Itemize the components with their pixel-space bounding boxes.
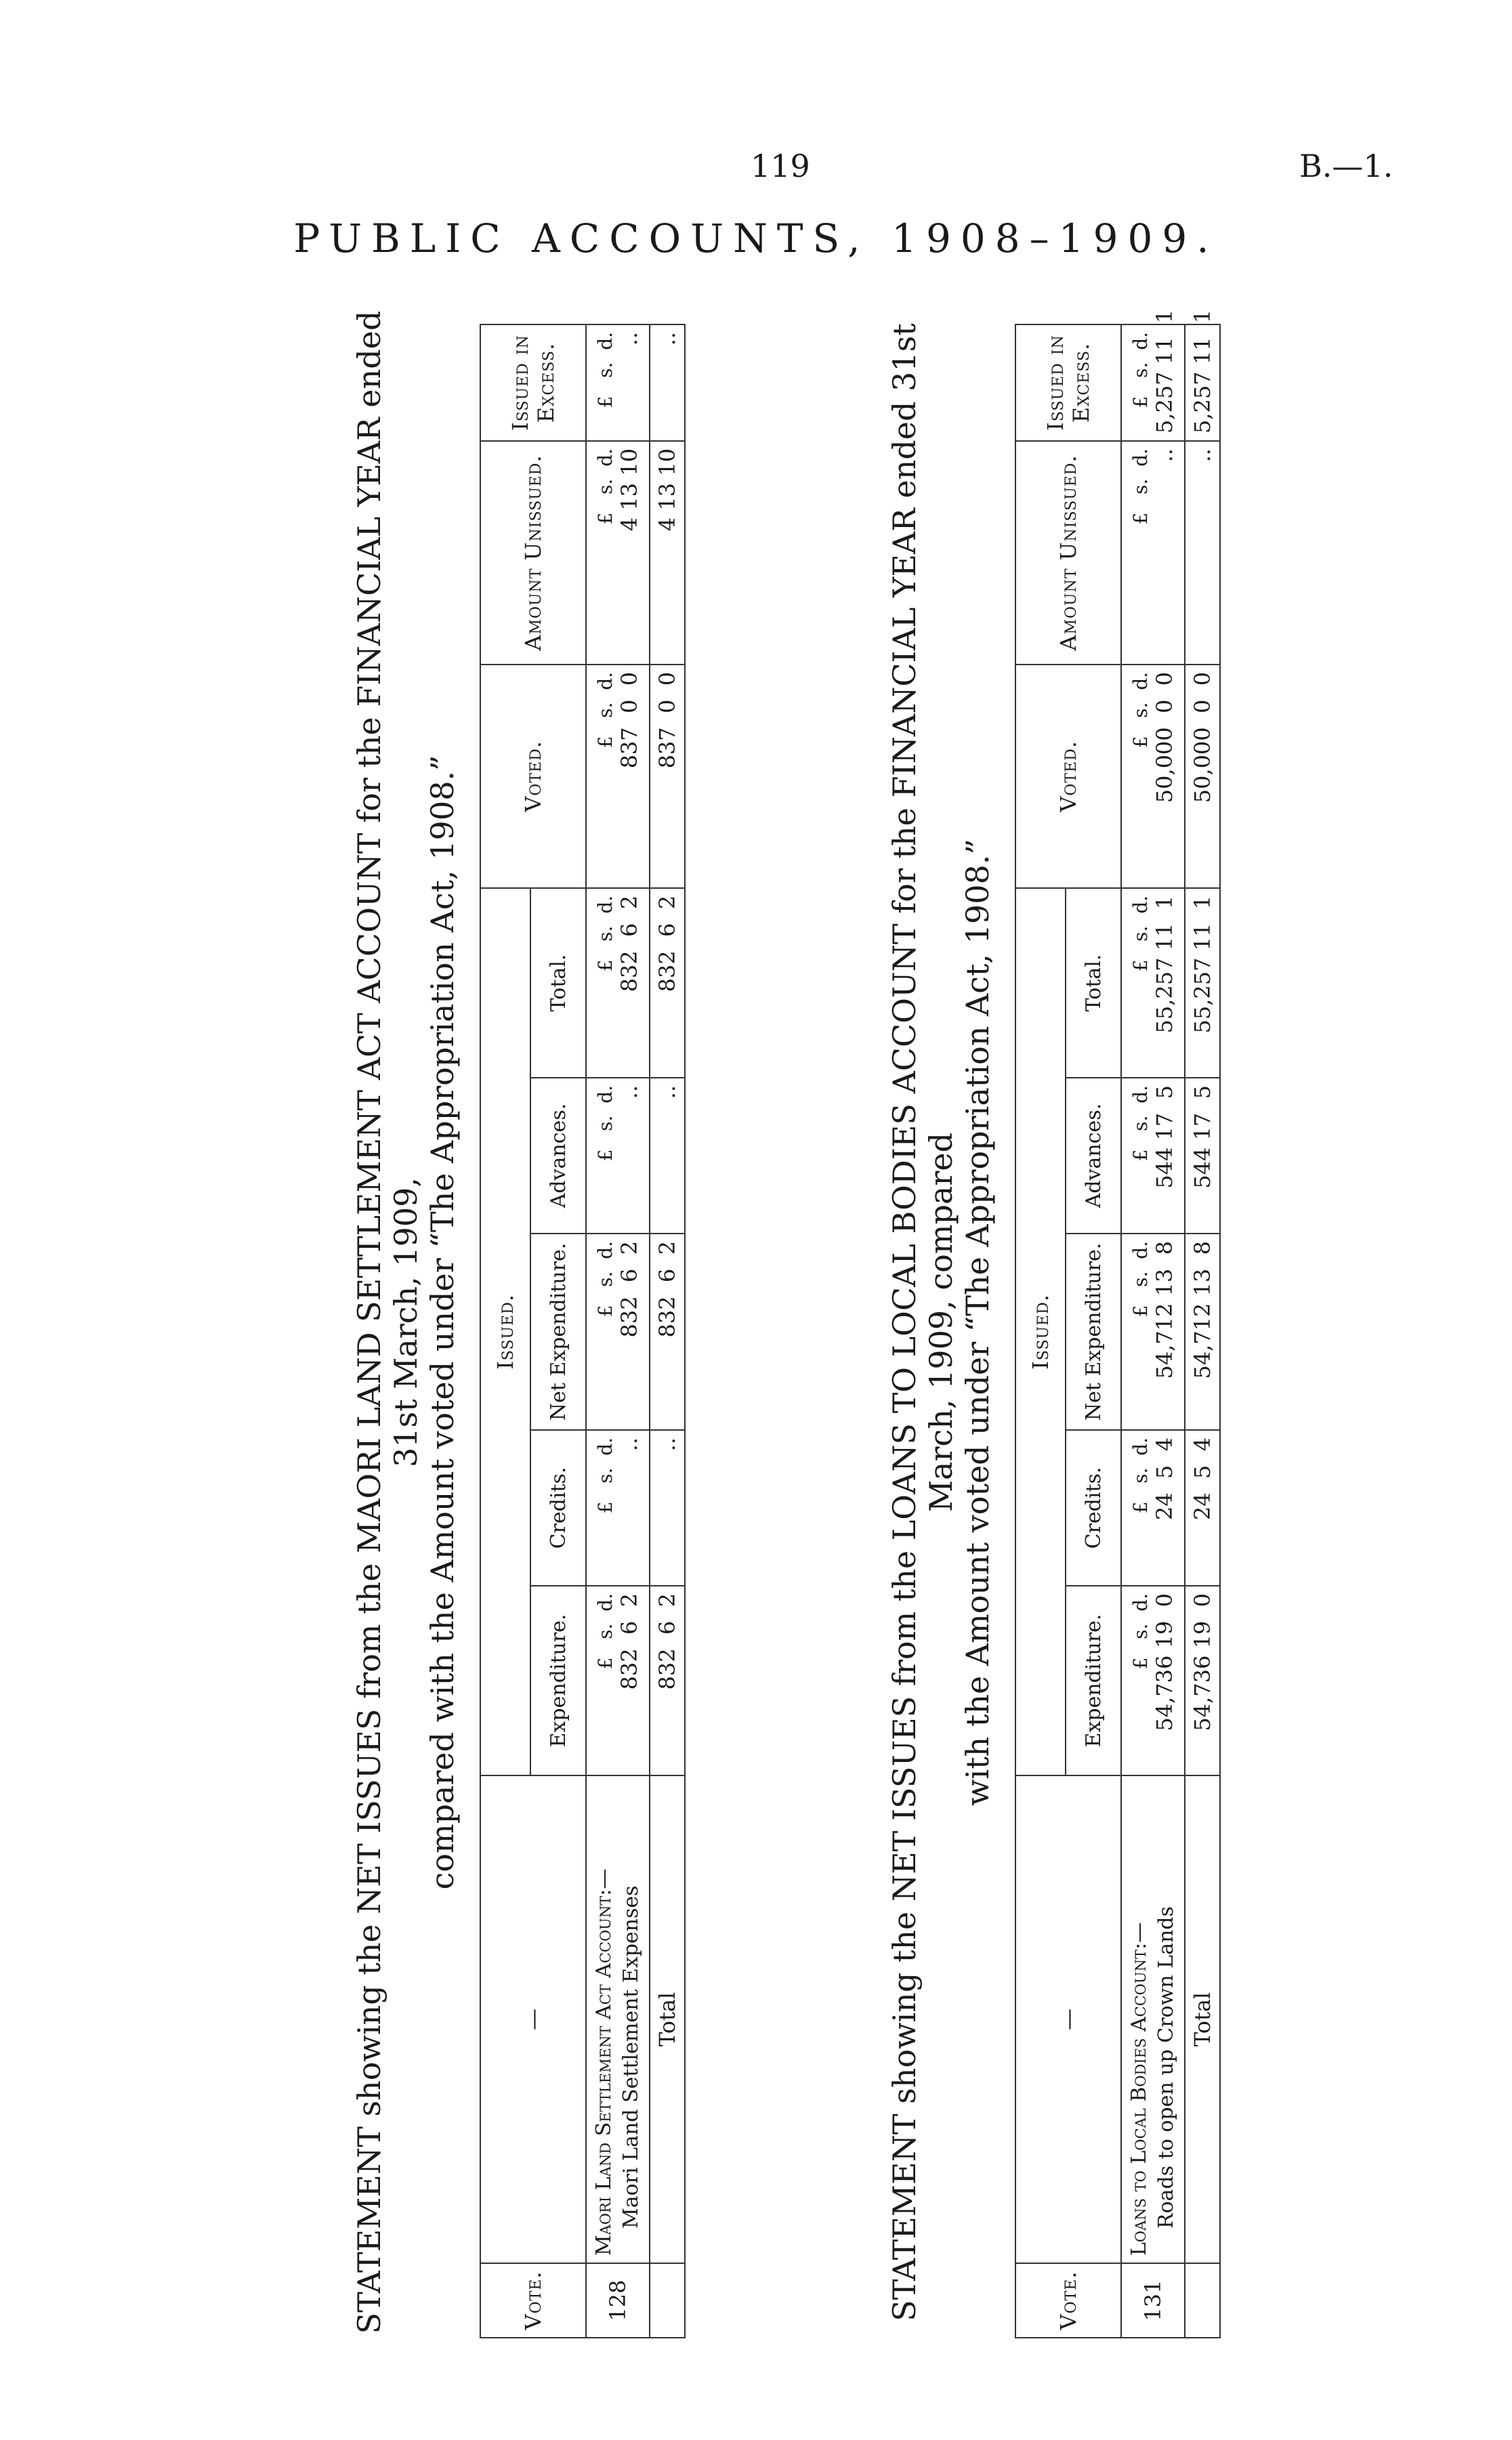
col-amount-unissued: Amount Unissued.: [1015, 441, 1121, 665]
heading-line-2: compared with the Amount voted under “The Appropriation Act, 1908.”: [424, 755, 461, 1890]
statement-loans-local-bodies: [886, 293, 1225, 2352]
col-voted: Voted.: [480, 665, 586, 888]
total-issued-in-excess: ..: [650, 324, 685, 441]
cell-expenditure: £ s. d. 832 6 2: [586, 1586, 650, 1775]
page-title: PUBLIC ACCOUNTS, 1908–1909.: [293, 215, 1219, 261]
total-net-expenditure: 832 6 2: [650, 1234, 685, 1430]
item-name: Maori Land Settlement Expenses: [619, 1885, 643, 2229]
total-expenditure: 54,736 19 0: [1185, 1586, 1220, 1775]
cell-credits: £ s. d. 24 5 4: [1121, 1430, 1185, 1586]
cell-expenditure: £ s. d. 54,736 19 0: [1121, 1586, 1185, 1775]
cell-amount-unissued: £ s. d. 4 13 10: [586, 441, 650, 665]
statement-heading: [886, 293, 996, 2352]
cell-advances: £ s. d. ..: [586, 1078, 650, 1234]
page-code: B.—1.: [1299, 148, 1393, 184]
table-row: [1121, 324, 1185, 2338]
col-credits: Credits.: [1066, 1430, 1121, 1586]
vote-number: 128: [586, 2263, 650, 2338]
col-issued: Issued.: [480, 888, 530, 1775]
col-issued-in-excess: Issued in Excess.: [480, 324, 586, 441]
col-issued: Issued.: [1015, 888, 1066, 1775]
total-amount-unissued: 4 13 10: [650, 441, 685, 665]
total-label: Total: [1185, 1775, 1220, 2263]
cell-advances: £ s. d. 544 17 5: [1121, 1078, 1185, 1234]
cell-voted: £ s. d. 50,000 0 0: [1121, 665, 1185, 888]
statement-maori-land: [351, 293, 690, 2352]
total-credits: ..: [650, 1430, 685, 1586]
vote-number-empty: [1185, 2263, 1220, 2338]
cell-amount-unissued: £ s. d. ..: [1121, 441, 1185, 665]
cell-issued-in-excess: £ s. d. ..: [586, 324, 650, 441]
total-advances: ..: [650, 1078, 685, 1234]
cell-total: £ s. d. 832 6 2: [586, 888, 650, 1078]
vote-number: 131: [1121, 2263, 1185, 2338]
page-number: 119: [751, 148, 810, 184]
total-label: Total: [650, 1775, 685, 2263]
item-name: Roads to open up Crown Lands: [1154, 1906, 1178, 2229]
col-description: —: [1015, 1775, 1121, 2263]
heading-line-1: STATEMENT showing the NET ISSUES from the LOANS TO LOCAL BODIES ACCOUNT for the FINANCIAL YEAR ended 31st March, 1909, compared: [886, 323, 959, 2321]
cell-voted: £ s. d. 837 0 0: [586, 665, 650, 888]
account-name: Maori Land Settlement Act Account:—: [592, 1868, 616, 2256]
row-description: [586, 1775, 650, 2263]
col-issued-in-excess: Issued in Excess.: [1015, 324, 1121, 441]
col-advances: Advances.: [1066, 1078, 1121, 1234]
total-amount-unissued: ..: [1185, 441, 1220, 665]
statement-table: [1015, 309, 1221, 2338]
col-total: Total.: [1066, 888, 1121, 1078]
total-voted: 50,000 0 0: [1185, 665, 1220, 888]
total-row: [650, 324, 685, 2338]
total-advances: 544 17 5: [1185, 1078, 1220, 1234]
col-expenditure: Expenditure.: [530, 1586, 586, 1775]
col-credits: Credits.: [530, 1430, 586, 1586]
col-amount-unissued: Amount Unissued.: [480, 441, 586, 665]
col-net-expenditure: Net Expenditure.: [1066, 1234, 1121, 1430]
total-issued-in-excess: 5,257 11 1: [1185, 324, 1220, 441]
col-voted: Voted.: [1015, 665, 1121, 888]
row-description: [1121, 1775, 1185, 2263]
total-total: 55,257 11 1: [1185, 888, 1220, 1078]
cell-issued-in-excess: £ s. d. 5,257 11 1: [1121, 324, 1185, 441]
col-advances: Advances.: [530, 1078, 586, 1234]
heading-line-1: STATEMENT showing the NET ISSUES from the MAORI LAND SETTLEMENT ACT ACCOUNT for the FINANCIAL YEAR ended 31st March, 1909,: [351, 310, 424, 2334]
col-total: Total.: [530, 888, 586, 1078]
total-row: [1185, 324, 1220, 2338]
cell-credits: £ s. d. ..: [586, 1430, 650, 1586]
vote-number-empty: [650, 2263, 685, 2338]
col-description: —: [480, 1775, 586, 2263]
col-vote: Vote.: [480, 2263, 586, 2338]
statement-heading: [351, 293, 461, 2352]
total-net-expenditure: 54,712 13 8: [1185, 1234, 1220, 1430]
table-row: [586, 324, 650, 2338]
total-expenditure: 832 6 2: [650, 1586, 685, 1775]
statement-table: [480, 324, 686, 2338]
total-voted: 837 0 0: [650, 665, 685, 888]
cell-total: £ s. d. 55,257 11 1: [1121, 888, 1185, 1078]
total-total: 832 6 2: [650, 888, 685, 1078]
heading-line-2: with the Amount voted under “The Appropriation Act, 1908.”: [959, 839, 996, 1806]
col-expenditure: Expenditure.: [1066, 1586, 1121, 1775]
cell-net-expenditure: £ s. d. 54,712 13 8: [1121, 1234, 1185, 1430]
col-vote: Vote.: [1015, 2263, 1121, 2338]
cell-net-expenditure: £ s. d. 832 6 2: [586, 1234, 650, 1430]
account-name: Loans to Local Bodies Account:—: [1127, 1922, 1151, 2256]
total-credits: 24 5 4: [1185, 1430, 1220, 1586]
col-net-expenditure: Net Expenditure.: [530, 1234, 586, 1430]
